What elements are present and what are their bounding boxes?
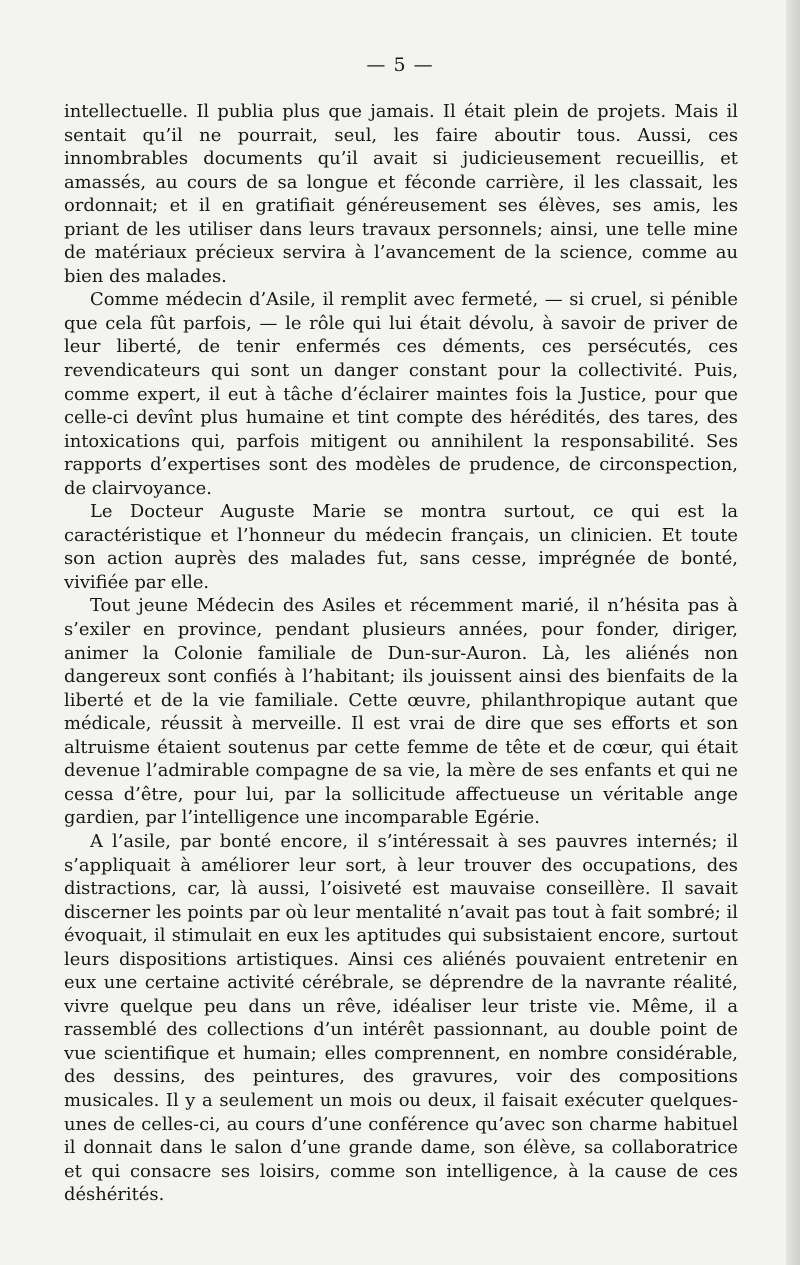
paragraph: A l’asile, par bonté encore, il s’intéressait à ses pauvres internés; il s’appliquait à améliorer leur sort, à leur trouver des occupations, des distractions, car, là aussi, l’oisiveté est mauvaise conseillère. Il savait discerner les points par où leur mentalité n’avait pas tout à fait sombré; il évoquait, il stimulait en eux les aptitudes qui subsistaient encore, surtout leurs dispositions artistiques. Ainsi ces aliénés pouvaient entretenir en eux une certaine activité cérébrale, se déprendre de la navrante réalité, vivre quelque peu dans un rêve, idéaliser leur triste vie. Même, il a rassemblé des collections d’un intérêt passionnant, au double point de vue scientifique et humain; elles comprennent, en nombre considérable, des dessins, des peintures, des gravures, voir des compositions musicales. Il y a seulement un mois ou deux, il faisait exécuter quelques-unes de celles-ci, au cours d’une conférence qu’avec son charme habituel il donnait dans le salon d’une grande dame, son élève, sa collaboratrice et qui consacre ses loisirs, comme son intelligence, à la cause de ces déshérités. <box>64 830 738 1206</box>
paragraph: Tout jeune Médecin des Asiles et récemment marié, il n’hésita pas à s’exiler en province, pendant plusieurs années, pour fonder, diriger, animer la Colonie familiale de Dun-sur-Auron. Là, les aliénés non dangereux sont confiés à l’habitant; ils jouissent ainsi des bienfaits de la liberté et de la vie familiale. Cette œuvre, philanthropique autant que médicale, réussit à merveille. Il est vrai de dire que ses efforts et son altruisme étaient soutenus par cette femme de tête et de cœur, qui était devenue l’admirable compagne de sa vie, la mère de ses enfants et qui ne cessa d’être, pour lui, par la sollicitude affectueuse un véritable ange gardien, par l’intelligence une incomparable Egérie. <box>64 595 738 829</box>
page-edge <box>786 0 800 1265</box>
paragraph: Le Docteur Auguste Marie se montra surtout, ce qui est la caractéristique et l’honneur du médecin français, un clinicien. Et toute son action auprès des malades fut, sans cesse, imprégnée de bonté, vivifiée par elle. <box>64 501 738 593</box>
page-number: — 5 — <box>366 54 434 76</box>
body-text <box>64 100 738 1207</box>
paragraph: intellectuelle. Il publia plus que jamais. Il était plein de projets. Mais il sentait qu’il ne pourrait, seul, les faire aboutir tous. Aussi, ces innombrables documents qu’il avait si judicieusement recueillis, et amassés, au cours de sa longue et féconde carrière, il les classait, les ordonnait; et il en gratifiait généreusement ses élèves, ses amis, les priant de les utiliser dans leurs travaux personnels; ainsi, une telle mine de matériaux précieux servira à l’avancement de la science, comme au bien des malades. <box>64 101 738 287</box>
paragraph: Comme médecin d’Asile, il remplit avec fermeté, — si cruel, si pénible que cela fût parfois, — le rôle qui lui était dévolu, à savoir de priver de leur liberté, de tenir enfermés ces déments, ces persécutés, ces revendicateurs qui sont un danger constant pour la collectivité. Puis, comme expert, il eut à tâche d’éclairer maintes fois la Justice, pour que celle-ci devînt plus humaine et tint compte des hérédités, des tares, des intoxications qui, parfois mitigent ou annihilent la responsabilité. Ses rapports d’expertises sont des modèles de prudence, de circonspection, de clairvoyance. <box>64 289 738 499</box>
